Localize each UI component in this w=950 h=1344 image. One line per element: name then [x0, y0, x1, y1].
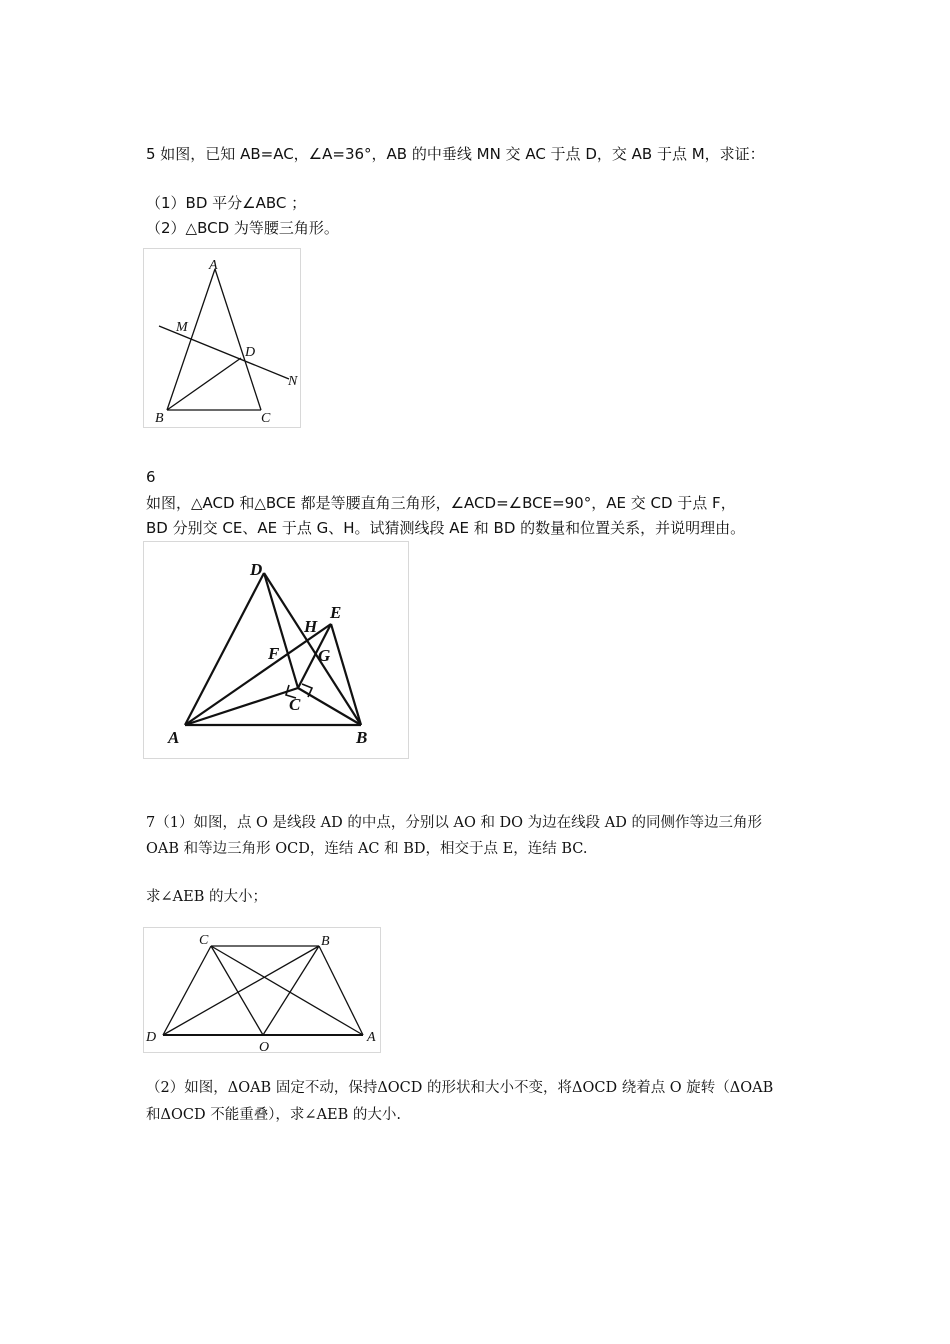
problem5-part1: （1）BD 平分∠ABC ； [146, 194, 307, 212]
label-c: C [289, 695, 301, 714]
label-b: B [356, 728, 368, 747]
label-d: D [146, 1030, 157, 1045]
problem7-line1: 7（1）如图，点 O 是线段 AD 的中点，分别以 AO 和 DO 为边在线段 AD 的同侧作等边三角形 [146, 815, 762, 831]
problem6-figure [143, 541, 409, 759]
label-d: D [245, 345, 256, 360]
problem7-part2-line1: （2）如图，ΔOAB 固定不动，保持ΔOCD 的形状和大小不变，将ΔOCD 绕着点 O 旋转（ΔOAB [146, 1080, 774, 1096]
label-b: B [155, 411, 164, 426]
problem5-part2: （2）△BCD 为等腰三角形。 [146, 219, 339, 237]
label-n: N [288, 374, 298, 389]
problem7-part2-line2: 和ΔOCD 不能重叠），求∠AEB 的大小. [146, 1107, 402, 1123]
problem7-figure [143, 927, 381, 1053]
label-b: B [321, 934, 330, 949]
label-f: F [268, 644, 280, 663]
segment-ac [215, 269, 261, 410]
label-a: A [209, 258, 218, 273]
label-d: D [250, 560, 263, 579]
label-c: C [199, 933, 209, 948]
problem6-number: 6 [146, 468, 156, 486]
label-a: A [367, 1030, 376, 1045]
problem6-line2: BD 分别交 CE、AE 于点 G、H。试猜测线段 AE 和 BD 的数量和位置关系，并说明理由。 [146, 519, 746, 537]
label-h: H [304, 617, 318, 636]
label-o: O [259, 1040, 270, 1053]
problem6-line1: 如图，△ACD 和△BCE 都是等腰直角三角形，∠ACD=∠BCE=90°，AE 交 CD 于点 F， [146, 494, 736, 512]
segment-ca [211, 946, 363, 1035]
problem7-question1: 求∠AEB 的大小； [146, 889, 267, 905]
label-e: E [330, 603, 342, 622]
label-a: A [168, 728, 180, 747]
segment-bd [167, 358, 241, 410]
segment-co [211, 946, 263, 1035]
problem7-line2: OAB 和等边三角形 OCD，连结 AC 和 BD，相交于点 E，连结 BC. [146, 841, 588, 857]
segment-ae [185, 624, 331, 725]
problem5-figure [143, 248, 301, 428]
label-c: C [261, 411, 271, 426]
segment-dc [264, 573, 298, 688]
segment-ob [263, 946, 319, 1035]
label-m: M [176, 320, 188, 335]
problem5-statement: 5 如图，已知 AB=AC，∠A=36°，AB 的中垂线 MN 交 AC 于点 D，交 AB 于点 M，求证： [146, 145, 765, 163]
label-g: G [318, 646, 331, 665]
